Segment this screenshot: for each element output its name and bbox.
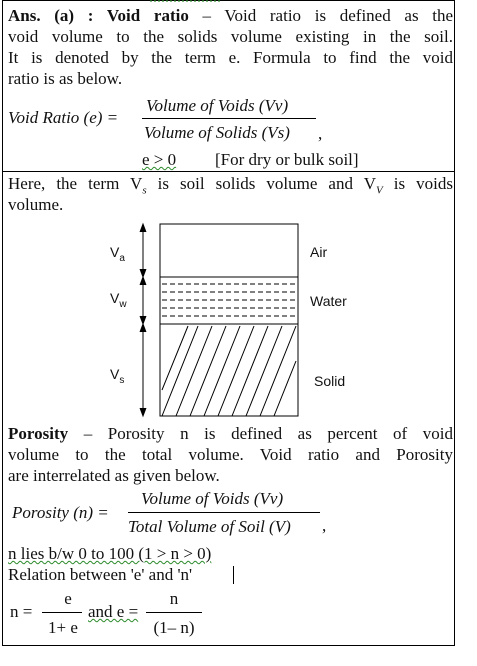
porosity-lhs: Porosity (n) = [12, 503, 109, 522]
void-ratio-numerator: Volume of Voids (Vv) [146, 96, 289, 115]
spellcheck-mark [150, 0, 220, 4]
text-cursor [233, 566, 234, 584]
vs-label: $V_s$ [110, 366, 125, 386]
porosity-line-1: Porosity – Porosity n is defined as percent of void [8, 424, 453, 443]
void-ratio-line-1 [8, 6, 453, 26]
void-ratio-condition: e > 0 [142, 150, 177, 169]
void-ratio-lhs: Void Ratio (e) = [8, 108, 119, 127]
porosity-denominator: Total Volume of Soil (V) [128, 517, 291, 536]
void-ratio-line-3: It is denoted by the term e. Formula to find the void [8, 48, 453, 67]
solid-hatching [162, 326, 296, 416]
va-label: $V_a$ [110, 244, 125, 264]
porosity-fraction-bar [128, 512, 320, 513]
f1-numerator: e [64, 589, 72, 608]
and-e-equals: and e = [88, 602, 139, 621]
dimension-arrows [140, 224, 146, 416]
relation-heading: Relation between 'e' and 'n' [8, 565, 193, 584]
f2-denominator: (1– n) [153, 618, 195, 637]
air-label: Air [310, 244, 328, 260]
water-label: Water [310, 293, 347, 309]
water-dash-lines [162, 284, 296, 316]
n-equals: n = [10, 602, 33, 621]
void-ratio-fraction-bar [142, 118, 316, 119]
f1-denominator: 1+ e [48, 618, 78, 637]
solid-label: Solid [314, 373, 346, 389]
ans-label: Ans. (a) : [8, 6, 94, 25]
void-ratio-denominator: Volume of Solids (Vs) [144, 123, 290, 142]
void-ratio-line-4: ratio is as below. [8, 69, 123, 88]
f2-numerator: n [169, 589, 179, 608]
porosity-numerator: Volume of Voids (Vv) [141, 489, 284, 508]
soil-terms-line-1: Here, the term $V_s$ is soil solids volume and $V_V$ is voids [8, 174, 454, 197]
f1-fraction-bar [42, 612, 82, 613]
void-ratio-condition-note: [For dry or bulk soil] [215, 150, 359, 169]
void-ratio-line-2: void volume to the solids volume existing in the soil. [8, 27, 453, 46]
f2-fraction-bar [146, 612, 202, 613]
void-ratio-def-start: – Void ratio is defined as the [202, 6, 454, 25]
soil-terms-line-2: volume. [8, 195, 64, 214]
porosity-line-3: are interrelated as given below. [8, 466, 220, 485]
porosity-line-2: volume to the total volume. Void ratio and Porosity [8, 445, 453, 464]
row-divider [2, 171, 455, 172]
void-ratio-term: Void ratio [106, 6, 189, 25]
porosity-comma: , [322, 516, 327, 535]
soil-phase-diagram [100, 220, 380, 420]
void-ratio-comma: , [318, 124, 323, 143]
porosity-range: n lies b/w 0 to 100 (1 > n > 0) [8, 544, 212, 563]
vw-label: $V_w$ [110, 290, 127, 310]
